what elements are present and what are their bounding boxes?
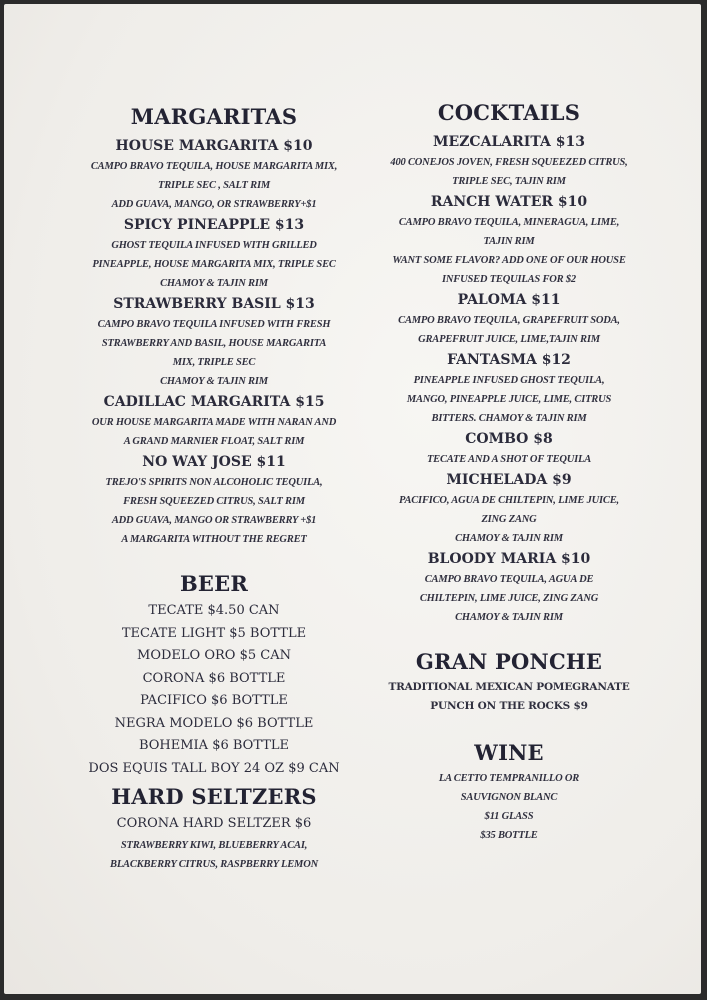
menu-item-fantasma [359,349,659,428]
menu-page [4,4,701,994]
item-desc: ZING ZANG [481,514,537,525]
item-desc: CAMPO BRAVO TEQUILA, MINERAGUA, LIME, [398,217,620,228]
item-desc: CHILTEPIN, LIME JUICE, ZING ZANG [419,593,599,604]
beer-heading: BEER [179,571,248,596]
item-desc: INFUSED TEQUILAS FOR $2 [442,274,576,285]
seltzer-flavors: STRAWBERRY KIWI, BLUEBERRY ACAI, [120,839,308,851]
menu-item-michelada [359,469,659,548]
wine-heading: WINE [474,740,544,765]
item-desc: MIX, TRIPLE SEC [172,357,256,368]
wine-line: LA CETTO TEMPRANILLO OR [438,773,580,784]
item-desc: ADD GUAVA, MANGO, OR STRAWBERRY+$1 [111,199,317,210]
wine-line: SAUVIGNON BLANC [460,792,558,803]
item-desc: CHAMOY & TAJIN RIM [160,278,268,289]
seltzer-item: CORONA HARD SELTZER $6 [116,816,312,831]
item-desc: CAMPO BRAVO TEQUILA, GRAPEFRUIT SODA, [398,315,620,326]
item-desc: 400 CONEJOS JOVEN, FRESH SQUEEZED CITRUS, [390,157,628,168]
item-desc: A MARGARITA WITHOUT THE REGRET [121,534,307,545]
item-desc: CHAMOY & TAJIN RIM [455,533,563,544]
menu-item-no-way-jose [64,451,364,549]
menu-item-ranch-water [359,191,659,289]
item-name: HOUSE MARGARITA $10 [115,138,313,154]
item-desc: GHOST TEQUILA INFUSED WITH GRILLED [111,240,317,251]
item-name: CADILLAC MARGARITA $15 [103,394,325,410]
menu-item-mezcalarita [359,131,659,191]
item-desc: OUR HOUSE MARGARITA MADE WITH NARAN AND [91,417,337,428]
item-desc: GRAPEFRUIT JUICE, LIME,TAJIN RIM [418,334,600,345]
item-name: STRAWBERRY BASIL $13 [113,296,315,312]
item-desc: CHAMOY & TAJIN RIM [455,612,563,623]
item-desc: ADD GUAVA, MANGO OR STRAWBERRY +$1 [111,515,317,526]
item-name: MEZCALARITA $13 [433,134,585,150]
item-desc: BITTERS. CHAMOY & TAJIN RIM [431,413,587,424]
item-desc: TECATE AND A SHOT OF TEQUILA [426,454,592,465]
item-name: BLOODY MARIA $10 [427,551,591,567]
beer-item: DOS EQUIS TALL BOY 24 OZ $9 CAN [88,760,340,776]
wine-line: $11 GLASS [484,811,534,822]
item-desc: CAMPO BRAVO TEQUILA, AGUA DE [424,574,594,585]
item-desc: CHAMOY & TAJIN RIM [160,376,268,387]
item-desc: PINEAPPLE, HOUSE MARGARITA MIX, TRIPLE SEC [92,259,336,270]
menu-item-strawberry-basil [64,293,364,391]
item-desc: CAMPO BRAVO TEQUILA, HOUSE MARGARITA MIX, [90,161,338,172]
item-name: RANCH WATER $10 [430,194,588,210]
item-desc: TAJIN RIM [483,236,535,247]
beer-item: TECATE $4.50 CAN [148,603,280,618]
menu-item-combo [359,428,659,469]
item-desc: TRIPLE SEC , SALT RIM [157,180,270,191]
item-desc: MANGO, PINEAPPLE JUICE, LIME, CITRUS [406,394,612,405]
item-desc: A GRAND MARNIER FLOAT, SALT RIM [123,436,305,447]
item-desc: WANT SOME FLAVOR? ADD ONE OF OUR HOUSE [392,255,626,266]
item-name: SPICY PINEAPPLE $13 [123,217,305,233]
wine-line: $35 BOTTLE [480,830,538,841]
beer-item: TECATE LIGHT $5 BOTTLE [121,625,307,641]
item-desc: PINEAPPLE INFUSED GHOST TEQUILA, [413,375,605,386]
menu-item-paloma [359,289,659,349]
right-column [359,100,659,845]
beer-item: BOHEMIA $6 BOTTLE [138,738,290,753]
item-desc: TRIPLE SEC, TAJIN RIM [452,176,566,187]
beer-item: PACIFICO $6 BOTTLE [140,693,288,708]
item-desc: TREJO'S SPIRITS NON ALCOHOLIC TEQUILA, [105,477,323,488]
left-column [64,104,364,874]
menu-item-house-margarita [64,135,364,214]
hard-seltzers-heading: HARD SELTZERS [111,784,317,809]
item-desc: STRAWBERRY AND BASIL, HOUSE MARGARITA [101,338,327,349]
gran-ponche-heading: GRAN PONCHE [415,649,603,674]
menu-item-bloody-maria [359,548,659,627]
item-name: MICHELADA $9 [446,472,572,488]
beer-item: CORONA $6 BOTTLE [142,670,286,686]
item-name: NO WAY JOSE $11 [142,454,286,470]
item-name: PALOMA $11 [457,292,561,308]
menu-item-cadillac-margarita [64,391,364,451]
cocktails-heading: COCKTAILS [437,100,581,125]
seltzer-flavors: BLACKBERRY CITRUS, RASPBERRY LEMON [110,858,318,870]
ponche-desc: PUNCH ON THE ROCKS $9 [430,700,588,712]
item-name: COMBO $8 [465,431,553,447]
ponche-desc: TRADITIONAL MEXICAN POMEGRANATE [388,681,630,693]
item-desc: CAMPO BRAVO TEQUILA INFUSED WITH FRESH [97,319,331,330]
menu-item-spicy-pineapple [64,214,364,293]
margaritas-heading: MARGARITAS [130,104,298,129]
item-name: FANTASMA $12 [447,352,571,368]
beer-item: MODELO ORO $5 CAN [137,648,291,663]
beer-item: NEGRA MODELO $6 BOTTLE [114,715,314,731]
item-desc: PACIFICO, AGUA DE CHILTEPIN, LIME JUICE, [399,495,619,506]
item-desc: FRESH SQUEEZED CITRUS, SALT RIM [123,496,305,507]
